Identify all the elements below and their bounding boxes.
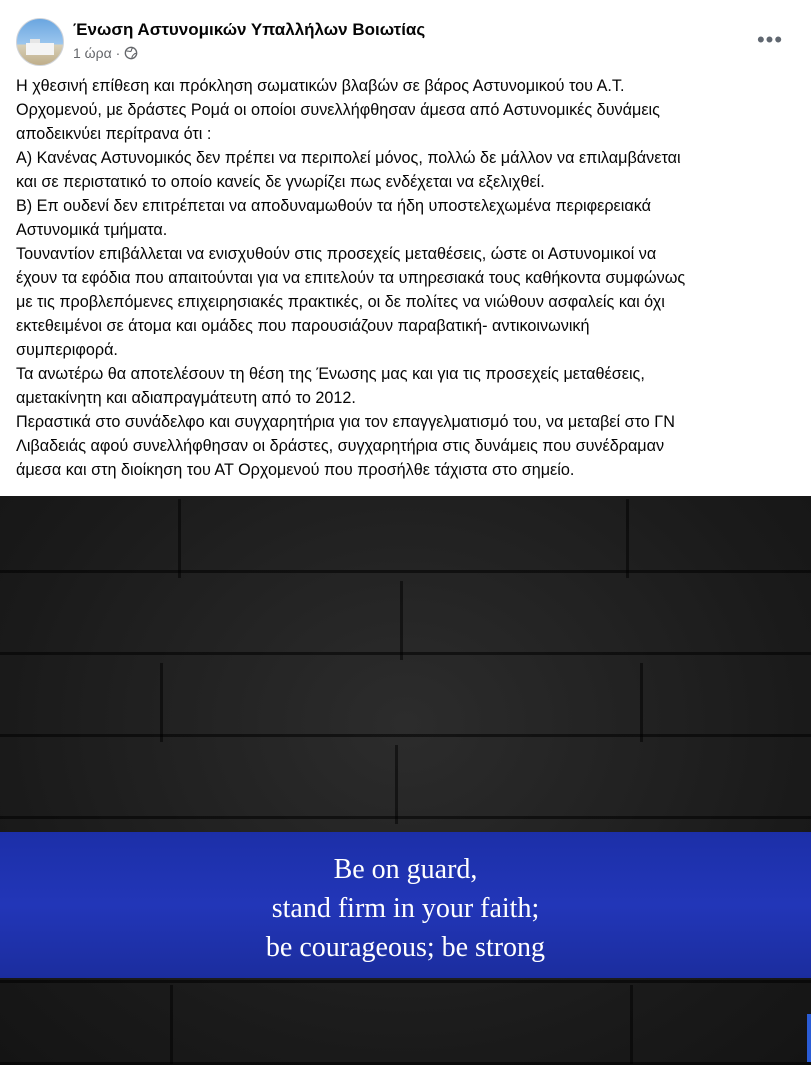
post-text-line: αποδεικνύει περίτρανα ότι : bbox=[16, 125, 212, 143]
post-text-line: Β) Επ ουδενί δεν επιτρέπεται να αποδυναμωθούν τα ήδη υποστελεχωμένα περιφερειακά bbox=[16, 197, 651, 215]
post-timestamp[interactable]: 1 ώρα bbox=[73, 45, 112, 61]
post-text-line: εκτεθειμένοι σε άτομα και ομάδες που παρουσιάζουν παραβατική- αντικοινωνική bbox=[16, 317, 590, 335]
post-text-line: Η χθεσινή επίθεση και πρόκληση σωματικών βλαβών σε βάρος Αστυνομικού του Α.Τ. bbox=[16, 77, 625, 95]
post-text bbox=[16, 74, 798, 482]
brick-joint bbox=[626, 499, 629, 578]
more-options-icon: ••• bbox=[756, 27, 784, 52]
more-options-button[interactable] bbox=[752, 26, 788, 54]
post-image[interactable] bbox=[0, 496, 811, 1065]
brick-joint bbox=[395, 745, 398, 824]
avatar-building bbox=[26, 43, 54, 55]
brick-joint bbox=[400, 581, 403, 660]
quote-line: be courageous; be strong bbox=[265, 932, 546, 963]
post-text-line: Περαστικά στο συνάδελφο και συγχαρητήρια για τον επαγγελματισμό του, να μεταβεί στο ΓΝ bbox=[16, 413, 675, 431]
post-header bbox=[0, 0, 811, 72]
brick-joint bbox=[630, 985, 633, 1064]
post-text-line: έχουν τα εφόδια που απαιτούνται για να επιτελούν τα υπηρεσιακά τους καθήκοντα συμφώνως bbox=[16, 269, 686, 287]
brick-joint bbox=[178, 499, 181, 578]
meta-separator: · bbox=[115, 45, 121, 61]
post-text-line: Τα ανωτέρω θα αποτελέσουν τη θέση της Ένωσης μας και για τις προσεχείς μεταθέσεις, bbox=[16, 365, 645, 383]
brick-joint bbox=[160, 663, 163, 742]
post-text-line: με τις προβλεπόμενες επιχειρησιακές πρακτικές, οι δε πολίτες να νιώθουν ασφαλείς και όχι bbox=[16, 293, 665, 311]
post-text-line: Αστυνομικά τμήματα. bbox=[16, 221, 168, 239]
post-text-line: άμεσα και στη διοίκηση του ΑΤ Ορχομενού που προσήλθε τάχιστα στο σημείο. bbox=[16, 461, 575, 479]
brick-joint bbox=[640, 663, 643, 742]
post-text-line: συμπεριφορά. bbox=[16, 341, 118, 359]
globe-icon bbox=[124, 46, 138, 60]
post-text-line: Λιβαδειάς αφού συνελλήφθησαν οι δράστες, συγχαρητήρια στις δυνάμεις που συνέδραμαν bbox=[16, 437, 665, 455]
post-text-line: και σε περιστατικό το οποίο κανείς δε γνωρίζει πως ενδέχεται να εξελιχθεί. bbox=[16, 173, 545, 191]
page-avatar[interactable] bbox=[16, 18, 64, 66]
quote-line: Be on guard, bbox=[333, 854, 478, 885]
edge-accent bbox=[807, 1014, 811, 1062]
post-text-line: Τουναντίον επιβάλλεται να ενισχυθούν στις προσεχείς μεταθέσεις, ώστε οι Αστυνομικοί να bbox=[16, 245, 657, 263]
image-quote bbox=[0, 850, 811, 967]
post-text-line: Α) Κανένας Αστυνομικός δεν πρέπει να περιπολεί μόνος, πολλώ δε μάλλον να επιλαμβάνεται bbox=[16, 149, 681, 167]
post-text-line: αμετακίνητη και αδιαπραγμάτευτη από το 2012. bbox=[16, 389, 356, 407]
page-name-link[interactable]: Ένωση Αστυνομικών Υπαλλήλων Βοιωτίας bbox=[73, 20, 426, 39]
brick-joint bbox=[170, 985, 173, 1064]
quote-line: stand firm in your faith; bbox=[271, 893, 540, 924]
post-meta bbox=[73, 45, 138, 61]
post-text-line: Ορχομενού, με δράστες Ρομά οι οποίοι συνελλήφθησαν άμεσα από Αστυνομικές δυνάμεις bbox=[16, 101, 660, 119]
